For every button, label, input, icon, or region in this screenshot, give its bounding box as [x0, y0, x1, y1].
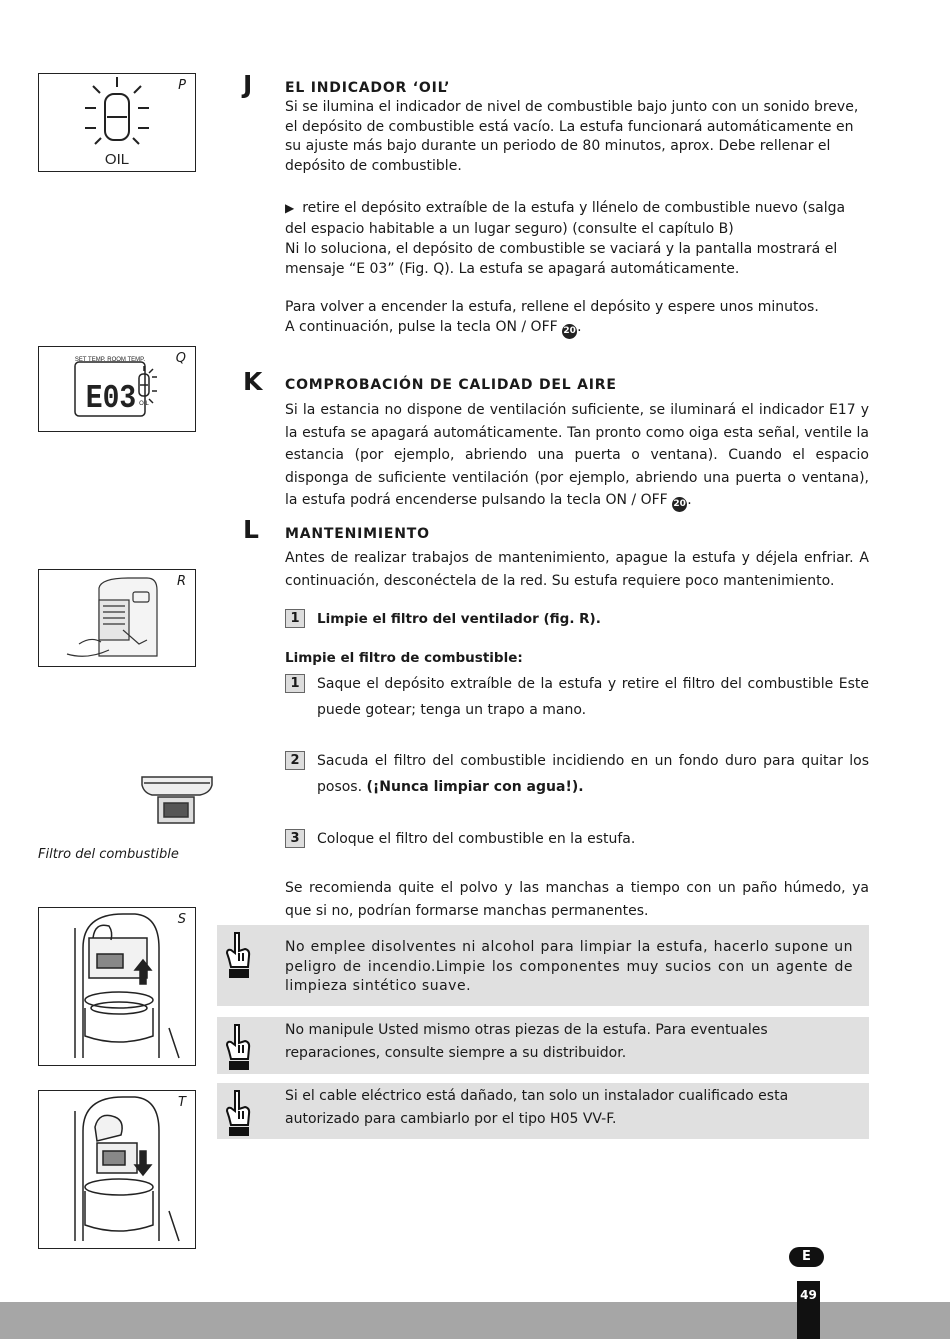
shake-filter-text: Sacuda el filtro del combustible incidiendo en un fondo duro para quitar los posos.: [317, 753, 869, 795]
filter-caption: Filtro del combustible: [38, 847, 179, 862]
warning-cable-text: Si el cable eléctrico está dañado, tan solo un instalador cualificado esta autorizado para cambiarlo por el tipo H05 VV-F.: [285, 1088, 789, 1127]
pointing-hand-icon: [223, 1021, 253, 1073]
section-letter-k: K: [243, 367, 263, 396]
on-off-key-ref: 20: [562, 324, 577, 339]
restart-line-1: Para volver a encender la estufa, rellene el depósito y espere unos minutos.: [285, 299, 819, 315]
figure-q: [38, 346, 196, 432]
figure-letter: Q: [175, 351, 186, 366]
step-number: 3: [285, 829, 305, 848]
display-e03-icon: [39, 347, 195, 431]
restart-line-2: [285, 317, 869, 339]
restart-end: .: [577, 319, 582, 335]
oil-label: OIL: [104, 151, 130, 168]
figure-r: [38, 569, 196, 667]
restart-line-2-text: A continuación, pulse la tecla ON / OFF: [285, 319, 558, 335]
fuel-filter-subtitle: Limpie el filtro de combustible:: [285, 650, 523, 666]
figure-p: [38, 73, 196, 172]
step-number: 1: [285, 609, 305, 628]
oil-indicator-icon: [39, 74, 195, 171]
pointing-hand-icon: [223, 929, 253, 981]
display-oil-label: OIL: [139, 401, 149, 407]
warning-box-cable: [217, 1083, 869, 1139]
display-header: SET TEMP. ROOM TEMP.: [74, 357, 146, 363]
filter-removal-illustration: [39, 908, 195, 1065]
warning-box-solvents: [217, 925, 869, 1006]
stove-filter-illustration: [39, 570, 195, 666]
no-water-warning: (¡Nunca limpiar con agua!).: [366, 779, 584, 795]
step-remove-filter: Saque el depósito extraíble de la estufa y retire el filtro del combustible Este puede gotear; tenga un trapo a mano.: [317, 676, 869, 718]
warning-repairs-text: No manipule Usted mismo otras piezas de la estufa. Para eventuales reparaciones, consulte siempre a su distribuidor.: [285, 1022, 768, 1061]
language-badge: E: [789, 1247, 824, 1267]
section-letter-l: L: [243, 515, 259, 544]
section-title-air-quality: COMPROBACIÓN DE CALIDAD DEL AIRE: [285, 377, 617, 393]
step-number: 1: [285, 674, 305, 693]
dust-paragraph: Se recomienda quite el polvo y las manchas a tiempo con un paño húmedo, ya que si no, podrían formarse manchas permanentes.: [285, 880, 869, 919]
figure-letter: T: [178, 1095, 186, 1110]
display-code: E03: [85, 379, 137, 418]
step-number: 2: [285, 751, 305, 770]
step-fan-filter: Limpie el filtro del ventilador (fig. R).: [317, 611, 601, 627]
step-shake-filter: [317, 748, 869, 800]
section-title-maintenance: MANTENIMIENTO: [285, 526, 430, 542]
oil-paragraph: Si se ilumina el indicador de nivel de combustible bajo junto con un sonido breve, el depósito de combustible está vacío. La estufa funcionará automáticamente en su ajuste más bajo durante un periodo de 80 minutos, aprox. Debe rellenar el depósito de combustible.: [285, 99, 859, 174]
section-title-oil: EL INDICADOR ‘OIL’: [285, 80, 451, 96]
air-quality-end: .: [687, 492, 692, 508]
page-number: 49: [800, 1288, 817, 1302]
warning-solvents-text: No emplee disolventes ni alcohol para limpiar la estufa, hacerlo supone un peligro de incendio.Limpie los componentes muy sucios con un agente de limpieza sintético suave.: [285, 939, 853, 994]
figure-t: [38, 1090, 196, 1249]
section-letter-j: J: [243, 70, 253, 99]
air-quality-paragraph: [285, 399, 869, 512]
air-quality-text: Si la estancia no dispone de ventilación suficiente, se iluminará el indicador E17 y la estufa se apagará automáticamente. Tan pronto como oiga esta señal, ventile la estancia (por ejemplo, abriendo una puerta o ventana). Cuando el espacio disponga de suficiente ventilación (por ejemplo, abriendo una puerta o ventana), la estufa podrá encenderse pulsando la tecla ON / OFF: [285, 402, 869, 508]
step-replace-filter: Coloque el filtro del combustible en la estufa.: [317, 831, 636, 847]
warning-box-repairs: [217, 1017, 869, 1074]
on-off-key-ref: 20: [672, 497, 687, 512]
figure-letter: P: [178, 78, 186, 93]
fuel-filter-illustration: [140, 775, 220, 827]
figure-letter: R: [176, 574, 186, 589]
figure-s: [38, 907, 196, 1066]
oil-bullet-text: retire el depósito extraíble de la estufa y llénelo de combustible nuevo (salga del espacio habitable a un lugar seguro) (consulte el capítulo B): [285, 200, 846, 237]
page-number-tab: [797, 1281, 820, 1339]
oil-bullet: [285, 198, 869, 239]
figure-letter: S: [177, 912, 186, 927]
pointing-hand-icon: [223, 1087, 253, 1139]
bullet-arrow-icon: ▶: [285, 201, 295, 215]
oil-empty-paragraph: Ni lo soluciona, el depósito de combustible se vaciará y la pantalla mostrará el mensaje “E 03” (Fig. Q). La estufa se apagará automáticamente.: [285, 241, 838, 277]
maintenance-paragraph: Antes de realizar trabajos de mantenimiento, apague la estufa y déjela enfriar. A continuación, desconéctela de la red. Su estufa requiere poco mantenimiento.: [285, 550, 869, 589]
oil-restart-paragraph: [285, 297, 869, 339]
filter-insertion-illustration: [39, 1091, 195, 1248]
